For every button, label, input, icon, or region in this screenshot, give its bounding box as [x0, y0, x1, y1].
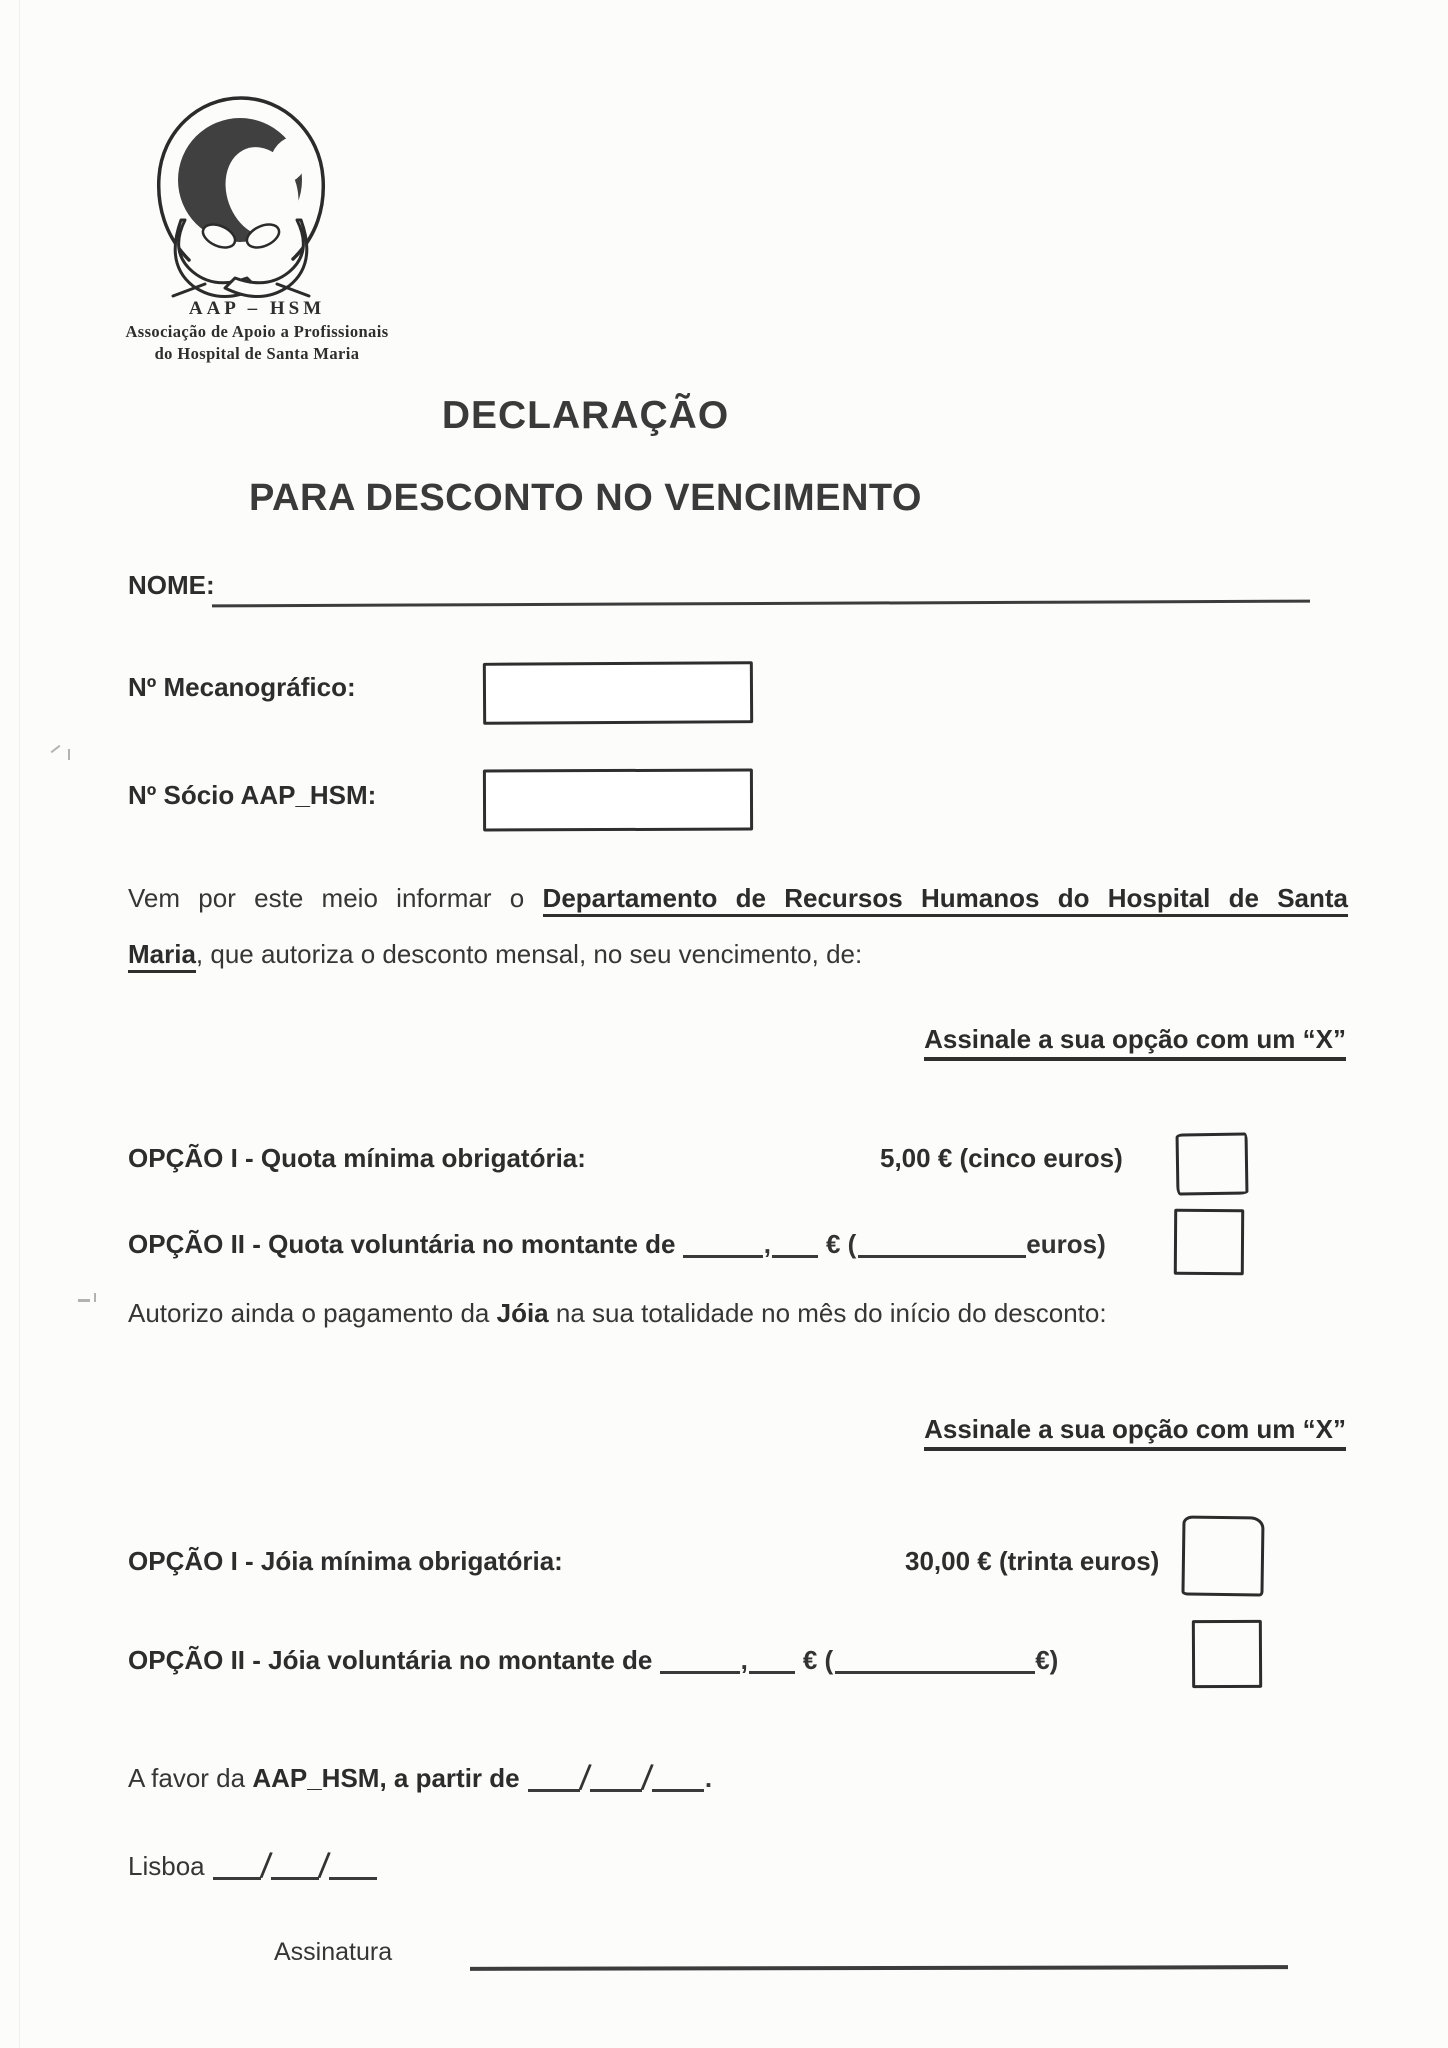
date-slash: / — [316, 1844, 332, 1887]
joia-intro-pre: Autorizo ainda o pagamento da — [128, 1298, 497, 1328]
mecanografico-label: Nº Mecanográfico: — [128, 672, 356, 702]
org-caption — [58, 296, 456, 365]
mark-instruction-wrap-1 — [128, 1024, 1346, 1055]
assinatura-label: Assinatura — [274, 1938, 393, 1966]
joia-authorization-sentence — [128, 1298, 1107, 1329]
mark-instruction-1: Assinale a sua opção com um “X” — [924, 1024, 1346, 1061]
socio-input-box[interactable] — [483, 769, 753, 832]
nome-label: NOME: — [128, 570, 215, 600]
intro-paragraph — [128, 870, 1348, 982]
aap-hsm-logo-emblem — [143, 84, 339, 300]
start-date-year-blank[interactable] — [652, 1767, 704, 1792]
mark-instruction-wrap-2 — [128, 1414, 1346, 1445]
lisboa-date-line — [128, 1842, 378, 1887]
date-slash: / — [577, 1756, 593, 1799]
joia-option1-label: OPÇÃO I - Jóia mínima obrigatória: — [128, 1546, 563, 1576]
org-abbreviation: AAP – HSM — [188, 298, 326, 319]
intro-line1-bold: Departamento de Recursos Humanos do Hospital de Santa — [543, 883, 1348, 917]
favor-end-period: . — [704, 1763, 713, 1793]
scan-artifact — [78, 1299, 90, 1302]
quota-option1-value: 5,00 € (cinco euros) — [880, 1143, 1123, 1173]
lisboa-date-month-blank[interactable] — [271, 1855, 319, 1880]
joia-option2-row — [128, 1640, 1058, 1676]
scan-artifact — [68, 749, 70, 760]
quota-option2-label: OPÇÃO II - Quota voluntária no montante de — [128, 1229, 676, 1259]
quota-unit-close: euros) — [1026, 1229, 1106, 1259]
quota-option2-checkbox[interactable] — [1174, 1209, 1244, 1275]
quota-amount-words-blank[interactable] — [858, 1229, 1026, 1258]
org-name-line1: Associação de Apoio a Profissionais — [125, 322, 389, 341]
start-date-day-blank[interactable] — [528, 1767, 580, 1792]
quota-amount-cents-blank[interactable] — [772, 1229, 818, 1258]
lisboa-date-year-blank[interactable] — [329, 1855, 377, 1880]
joia-intro-post: na sua totalidade no mês do início do desconto: — [548, 1298, 1107, 1328]
mark-instruction-2: Assinale a sua opção com um “X” — [924, 1414, 1346, 1451]
mecanografico-input-box[interactable] — [483, 661, 753, 725]
favor-start-date-line — [128, 1754, 713, 1799]
page-subtitle: PARA DESCONTO NO VENCIMENTO — [249, 477, 922, 519]
date-slash: / — [258, 1844, 274, 1887]
joia-option1-value: 30,00 € (trinta euros) — [905, 1546, 1160, 1576]
intro-line2-regular: , que autoriza o desconto mensal, no seu vencimento, de: — [195, 939, 863, 969]
decimal-separator: , — [740, 1645, 748, 1675]
joia-option2-label: OPÇÃO II - Jóia voluntária no montante de — [128, 1645, 653, 1675]
decimal-separator: , — [763, 1229, 771, 1259]
joia-amount-words-blank[interactable] — [835, 1645, 1035, 1674]
quota-option2-row — [128, 1224, 1106, 1260]
joia-currency-open: € ( — [802, 1645, 834, 1675]
quota-option1-label: OPÇÃO I - Quota mínima obrigatória: — [128, 1143, 586, 1173]
joia-option1-checkbox[interactable] — [1181, 1515, 1264, 1596]
scan-artifact — [51, 745, 61, 753]
scan-artifact — [94, 1293, 96, 1302]
joia-amount-cents-blank[interactable] — [749, 1645, 795, 1674]
socio-label: Nº Sócio AAP_HSM: — [128, 780, 377, 810]
lisboa-label: Lisboa — [128, 1851, 205, 1881]
favor-bold: AAP_HSM, a partir de — [252, 1763, 520, 1793]
page-title: DECLARAÇÃO — [441, 394, 730, 437]
joia-option2-checkbox[interactable] — [1192, 1620, 1262, 1688]
scan-edge-line — [19, 0, 20, 2048]
joia-amount-integer-blank[interactable] — [660, 1645, 740, 1674]
start-date-month-blank[interactable] — [590, 1767, 642, 1792]
quota-option1-checkbox[interactable] — [1176, 1132, 1249, 1195]
org-name-line2: do Hospital de Santa Maria — [154, 344, 360, 363]
date-slash: / — [639, 1756, 655, 1799]
intro-line-2 — [128, 926, 1348, 982]
nome-input-line[interactable] — [212, 600, 1310, 608]
hands-holding-head-icon — [143, 84, 339, 300]
joia-unit-close: €) — [1035, 1645, 1059, 1675]
intro-line-1 — [128, 870, 1348, 926]
lisboa-date-day-blank[interactable] — [213, 1855, 261, 1880]
assinatura-input-line[interactable] — [470, 1965, 1288, 1971]
joia-intro-bold: Jóia — [496, 1298, 549, 1328]
intro-line2-bold: Maria — [128, 939, 196, 973]
intro-line1-regular: Vem por este meio informar o — [128, 883, 525, 913]
favor-regular: A favor da — [128, 1763, 253, 1793]
quota-currency-open: € ( — [825, 1229, 857, 1259]
quota-amount-integer-blank[interactable] — [683, 1229, 763, 1258]
